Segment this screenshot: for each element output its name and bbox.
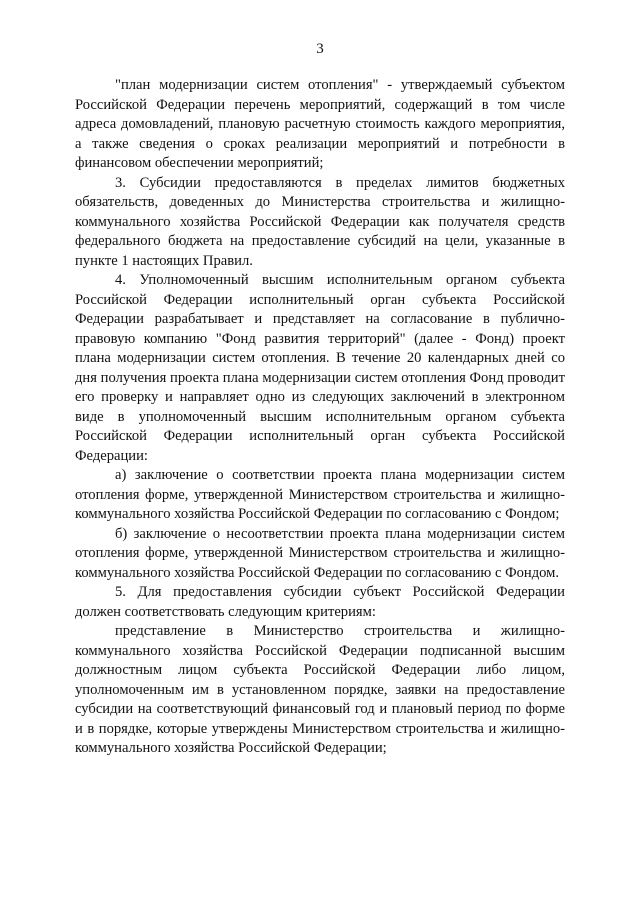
page-number: 3 (316, 41, 324, 57)
paragraph-4a-compliance: а) заключение о соответствии проекта плана модернизации систем отопления форме, утвержденной Министерством строительства и жилищно-коммунального хозяйства Российской Федерации по согласованию с Фондом; (75, 467, 565, 522)
paragraph-3-subsidy-limits: 3. Субсидии предоставляются в пределах лимитов бюджетных обязательств, доведенных до Министерства строительства и жилищно-коммунального хозяйства Российской Федерации как получателя средств федерального бюджета на предоставление субсидий на цели, указанные в пункте 1 настоящих Правил. (75, 174, 565, 269)
document-body (75, 76, 565, 759)
paragraph-5-application: представление в Министерство строительства и жилищно-коммунального хозяйства Российской Федерации подписанной высшим должностным лицом субъекта Российской Федерации либо лицом, уполномоченным им в установленном порядке, заявки на предоставление субсидии на соответствующий финансовый год и плановый период по форме и в порядке, которые утверждены Министерством строительства и жилищно-коммунального хозяйства Российской Федерации; (75, 623, 565, 756)
paragraph-4-plan-approval: 4. Уполномоченный высшим исполнительным органом субъекта Российской Федерации исполнительный орган субъекта Российской Федерации разрабатывает и представляет на согласование в публично-правовую компанию "Фонд развития территорий" (далее - Фонд) проект плана модернизации систем отопления. В течение 20 календарных дней со дня получения проекта плана модернизации систем отопления Фонд проводит его проверку и направляет одно из следующих заключений в электронном виде в уполномоченный высшим исполнительным органом субъекта Российской Федерации исполнительный орган субъекта Российской Федерации: (75, 272, 565, 464)
paragraph-5-criteria: 5. Для предоставления субсидии субъект Российской Федерации должен соответствовать следующим критериям: (75, 584, 565, 620)
paragraph-4b-noncompliance: б) заключение о несоответствии проекта плана модернизации систем отопления форме, утвержденной Министерством строительства и жилищно-коммунального хозяйства Российской Федерации по согласованию с Фондом. (75, 525, 565, 581)
paragraph-heating-plan-definition: "план модернизации систем отопления" - утверждаемый субъектом Российской Федерации перечень мероприятий, содержащий в том числе адреса домовладений, плановую расчетную стоимость каждого мероприятия, а также сведения о сроках реализации мероприятий и потребности в финансовом обеспечении мероприятий; (75, 77, 565, 171)
